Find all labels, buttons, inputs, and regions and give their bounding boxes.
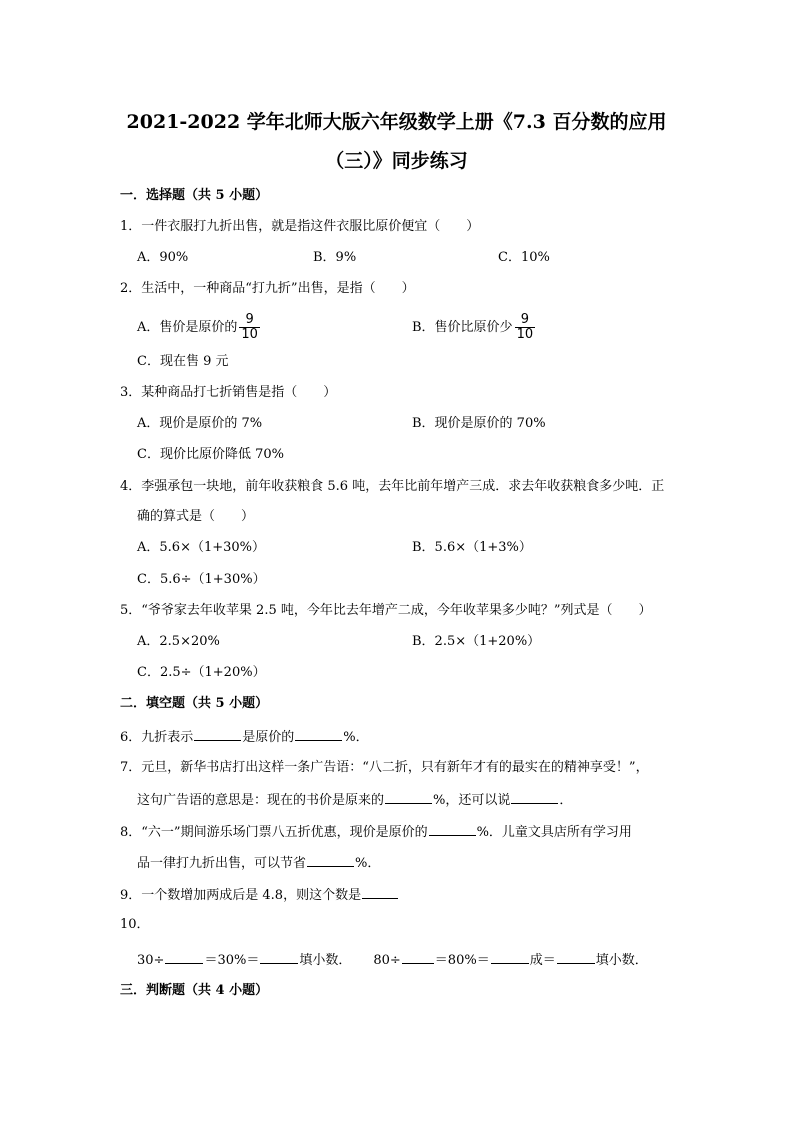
q1-stem: 1．一件衣服打九折出售，就是指这件衣服比原价便宜（ ）	[120, 219, 480, 234]
answer-blank[interactable]	[362, 885, 398, 899]
q3-stem: 3．某种商品打七折销售是指（ ）	[120, 385, 337, 400]
answer-blank[interactable]	[295, 727, 342, 741]
q8-line1: 8．“六一”期间游乐场门票八五折优惠，现价是原价的 %．儿童文具店所有学习用	[120, 822, 632, 842]
q3-option-b: B．现价是原价的 70%	[412, 416, 546, 431]
q10-body: 30÷ ＝30%＝ 填小数． 80÷ ＝80%＝ 成＝ 填小数．	[137, 950, 648, 970]
q6: 6．九折表示 是原价的 %．	[120, 727, 369, 747]
q5-option-b: B．2.5×（1+20%）	[412, 634, 541, 649]
q5-option-c: C．2.5÷（1+20%）	[137, 665, 266, 680]
fraction-nine-tenths: $\frac{9}{10}$	[516, 312, 534, 342]
answer-blank[interactable]	[385, 790, 432, 804]
section-fill-heading: 二．填空题（共 5 小题）	[120, 696, 269, 711]
answer-blank[interactable]	[491, 950, 529, 964]
q4-option-b: B．5.6×（1+3%）	[412, 540, 532, 555]
q4-option-a: A．5.6×（1+30%）	[137, 540, 266, 555]
q2-option-c: C．现在售 9 元	[137, 354, 229, 369]
q1-option-b: B．9%	[313, 250, 357, 265]
section-choice-heading: 一．选择题（共 5 小题）	[120, 188, 269, 203]
answer-blank[interactable]	[511, 790, 558, 804]
q3-option-c: C．现价比原价降低 70%	[137, 447, 284, 462]
answer-blank[interactable]	[307, 853, 354, 867]
q10-number: 10．	[120, 917, 150, 932]
q1-option-a: A．90%	[137, 250, 189, 265]
answer-blank[interactable]	[402, 950, 434, 964]
q5-stem: 5．“爷爷家去年收苹果 2.5 吨，今年比去年增产二成，今年收苹果多少吨？”列式是（ ）	[120, 603, 652, 618]
fraction-nine-tenths: $\frac{9}{10}$	[241, 312, 258, 342]
page-title-line2: （三）》同步练习	[325, 150, 468, 172]
q8-line2: 品一律打九折出售，可以节省 %．	[137, 853, 380, 873]
q7-line1: 7．元旦，新华书店打出这样一条广告语：“八二折，只有新年才有的最实在的精神享受！”，	[120, 760, 649, 775]
answer-blank[interactable]	[194, 727, 241, 741]
q4-stem-line2: 确的算式是（ ）	[137, 509, 255, 524]
answer-blank[interactable]	[165, 950, 203, 964]
q1-option-c: C．10%	[498, 250, 550, 265]
q2-option-b: B．售价比原价少 $\frac{9}{10}$	[412, 312, 534, 342]
q4-stem-line1: 4．李强承包一块地，前年收获粮食 5.6 吨，去年比前年增产三成．求去年收获粮食多少吨．正	[120, 479, 665, 494]
q2-stem: 2．生活中，一种商品“打九折”出售，是指（ ）	[120, 281, 415, 296]
answer-blank[interactable]	[429, 822, 476, 836]
answer-blank[interactable]	[557, 950, 595, 964]
page-title-line1: 2021-2022 学年北师大版六年级数学上册《7.3 百分数的应用	[126, 111, 667, 133]
q4-option-c: C．5.6÷（1+30%）	[137, 572, 266, 587]
q3-option-a: A．现价是原价的 7%	[137, 416, 263, 431]
section-judge-heading: 三．判断题（共 4 小题）	[120, 983, 269, 998]
q7-line2: 这句广告语的意思是：现在的书价是原来的 %，还可以说 ．	[137, 790, 572, 810]
q2-option-a: A．售价是原价的 $\frac{9}{10}$	[137, 312, 258, 342]
answer-blank[interactable]	[260, 950, 298, 964]
q9: 9．一个数增加两成后是 4.8，则这个数是	[120, 885, 399, 905]
q5-option-a: A．2.5×20%	[137, 634, 220, 649]
